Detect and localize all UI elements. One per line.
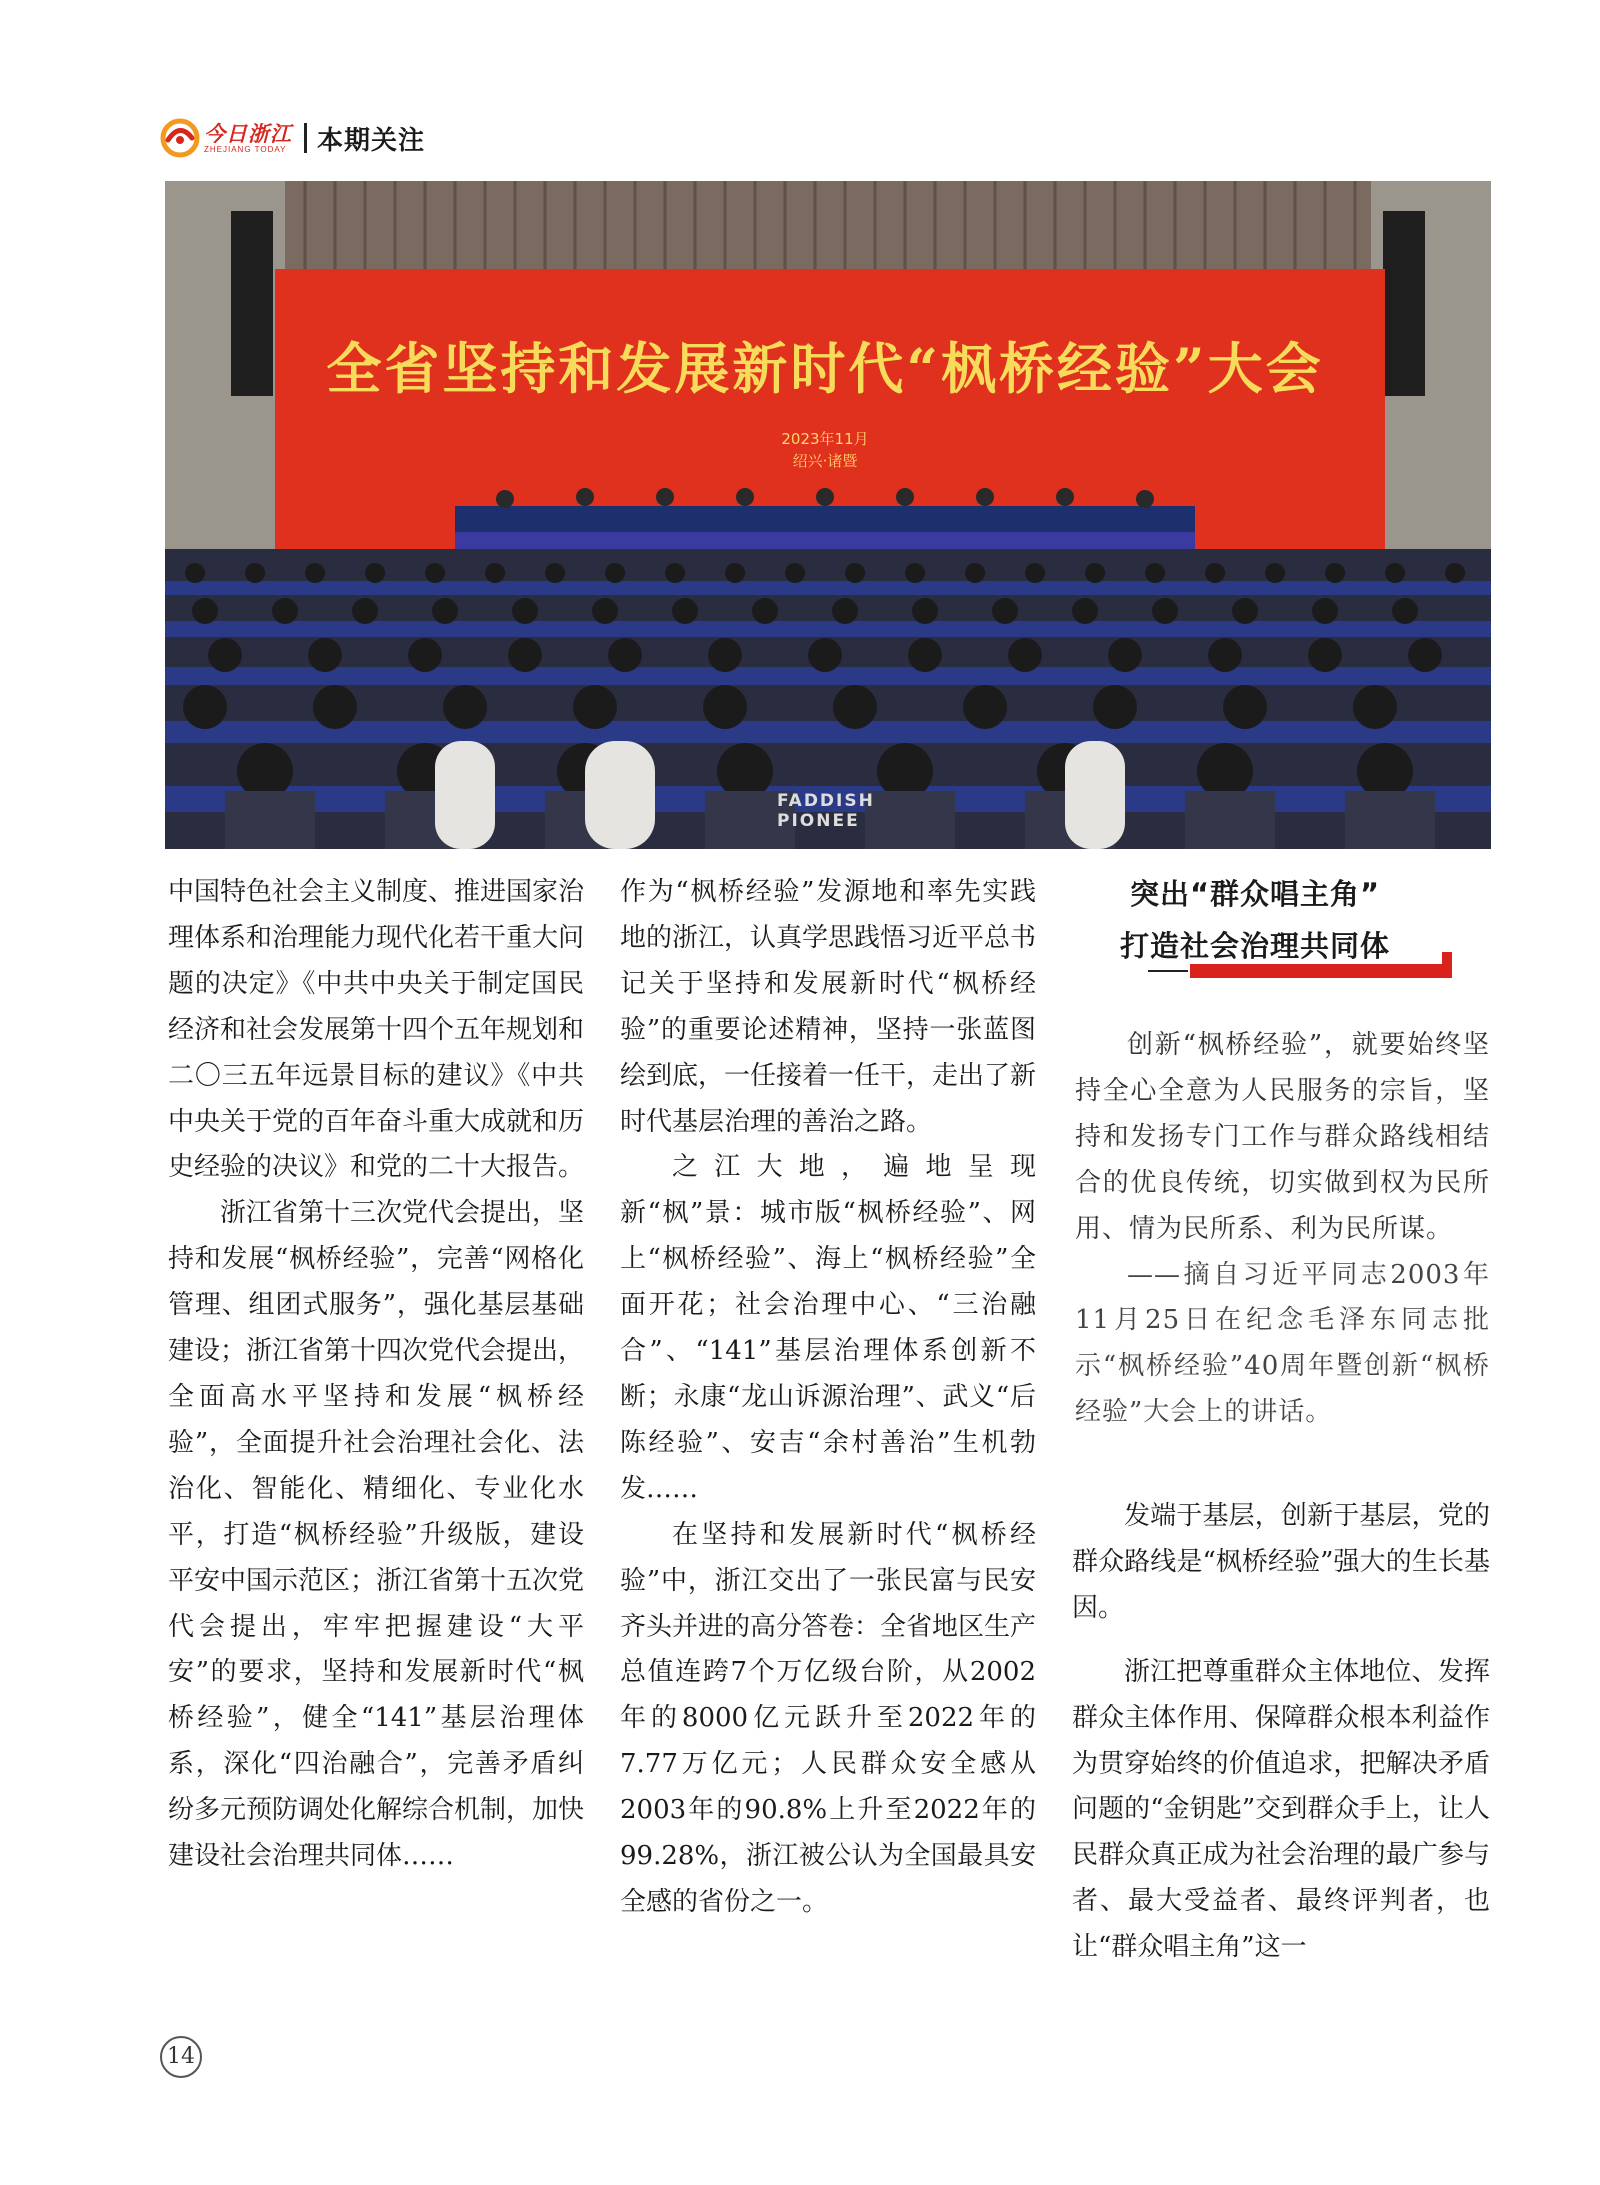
- col2-paragraph-1: 作为“枫桥经验”发源地和率先实践地的浙江，认真学思践悟习近平总书记关于坚持和发展新时代“枫桥经验”的重要论述精神，坚持一张蓝图绘到底，一任接着一任干，走出了新时代基层治理的善治之路。: [620, 877, 1037, 1137]
- banner-place: 绍兴·诸暨: [792, 452, 858, 470]
- page-header: [160, 118, 425, 158]
- quote-source: ——摘自习近平同志2003年11月25日在纪念毛泽东同志批示“枫桥经验”40周年暨创新“枫桥经验”大会上的讲话。: [1075, 1259, 1490, 1428]
- section-subheading: [1090, 872, 1470, 965]
- page-number: 14: [160, 2036, 202, 2078]
- col3-paragraph-1: 发端于基层，创新于基层，党的群众路线是“枫桥经验”强大的生长基因。: [1072, 1501, 1490, 1623]
- col3-paragraph-2: 浙江把尊重群众主体地位、发挥群众主体作用、保障群众根本利益作为贯穿始终的价值追求，把解决矛盾问题的“金钥匙”交到群众手上，让人民群众真正成为社会治理的最广参与者、最大受益者、最终评判者，也让“群众唱主角”这一: [1072, 1656, 1490, 1963]
- subheading-line-1: 突出“群众唱主角”: [1129, 877, 1381, 911]
- header-divider: [304, 123, 307, 153]
- text-column-1: [168, 870, 584, 1880]
- banner-date: 2023年11月: [781, 430, 869, 448]
- pull-quote: [1075, 1023, 1490, 1436]
- banner-title: 全省坚持和发展新时代“枫桥经验”大会: [326, 336, 1324, 401]
- subheading-rule: [1148, 970, 1188, 972]
- subheading-red-tab: [1442, 952, 1452, 978]
- subheading-line-2: 打造社会治理共同体: [1119, 929, 1390, 963]
- photo-illustration: [165, 181, 1491, 849]
- logo-swirl-icon: [160, 118, 200, 158]
- subheading-red-bar: [1190, 964, 1452, 978]
- col1-paragraph-1: 中国特色社会主义制度、推进国家治理体系和治理能力现代化若干重大问题的决定》《中共中央关于制定国民经济和社会发展第十四个五年规划和二〇三五年远景目标的建议》《中共中央关于党的百年奋斗重大成就和历史经验的决议》和党的二十大报告。: [168, 877, 585, 1183]
- magazine-logo: [160, 118, 292, 158]
- col1-paragraph-2: 浙江省第十三次党代会提出，坚持和发展“枫桥经验”，完善“网格化管理、组团式服务”，强化基层基础建设；浙江省第十四次党代会提出，全面高水平坚持和发展“枫桥经验”，全面提升社会治理社会化、法治化、智能化、精细化、专业化水平，打造“枫桥经验”升级版，建设平安中国示范区；浙江省第十五次党代会提出，牢牢把握建设“大平安”的要求，坚持和发展新时代“枫桥经验”，健全“141”基层治理体系，深化“四治融合”，完善矛盾纠纷多元预防调处化解综合机制，加快建设社会治理共同体……: [168, 1198, 585, 1872]
- logo-english-text: ZHEJIANG TODAY: [204, 144, 287, 154]
- text-column-3: [1072, 1494, 1490, 1971]
- shirt-print: [777, 791, 875, 831]
- section-title: 本期关注: [317, 125, 426, 156]
- conference-photo: [165, 181, 1491, 849]
- shirt-text-line-2: PIONEE: [777, 811, 860, 831]
- quote-text: 创新“枫桥经验”，就要始终坚持全心全意为人民服务的宗旨，坚持和发扬专门工作与群众路线相结合的优良传统，切实做到权为民所用、情为民所系、利为民所谋。: [1075, 1030, 1490, 1244]
- logo-chinese-text: 今日浙江: [204, 120, 292, 146]
- shirt-text-line-1: FADDISH: [777, 791, 875, 811]
- col2-paragraph-3: 在坚持和发展新时代“枫桥经验”中，浙江交出了一张民富与民安齐头并进的高分答卷：全省地区生产总值连跨7个万亿级台阶，从2002年的8000亿元跃升至2022年的7.77万亿元；人民群众安全感从2003年的90.8%上升至2022年的99.28%，浙江被公认为全国最具安全感的省份之一。: [620, 1519, 1037, 1917]
- text-column-2: [620, 870, 1036, 1926]
- col2-paragraph-2: 之江大地，遍地呈现新“枫”景：城市版“枫桥经验”、网上“枫桥经验”、海上“枫桥经验”全面开花；社会治理中心、“三治融合”、“141”基层治理体系创新不断；永康“龙山诉源治理”、武义“后陈经验”、安吉“余村善治”生机勃发……: [620, 1152, 1036, 1504]
